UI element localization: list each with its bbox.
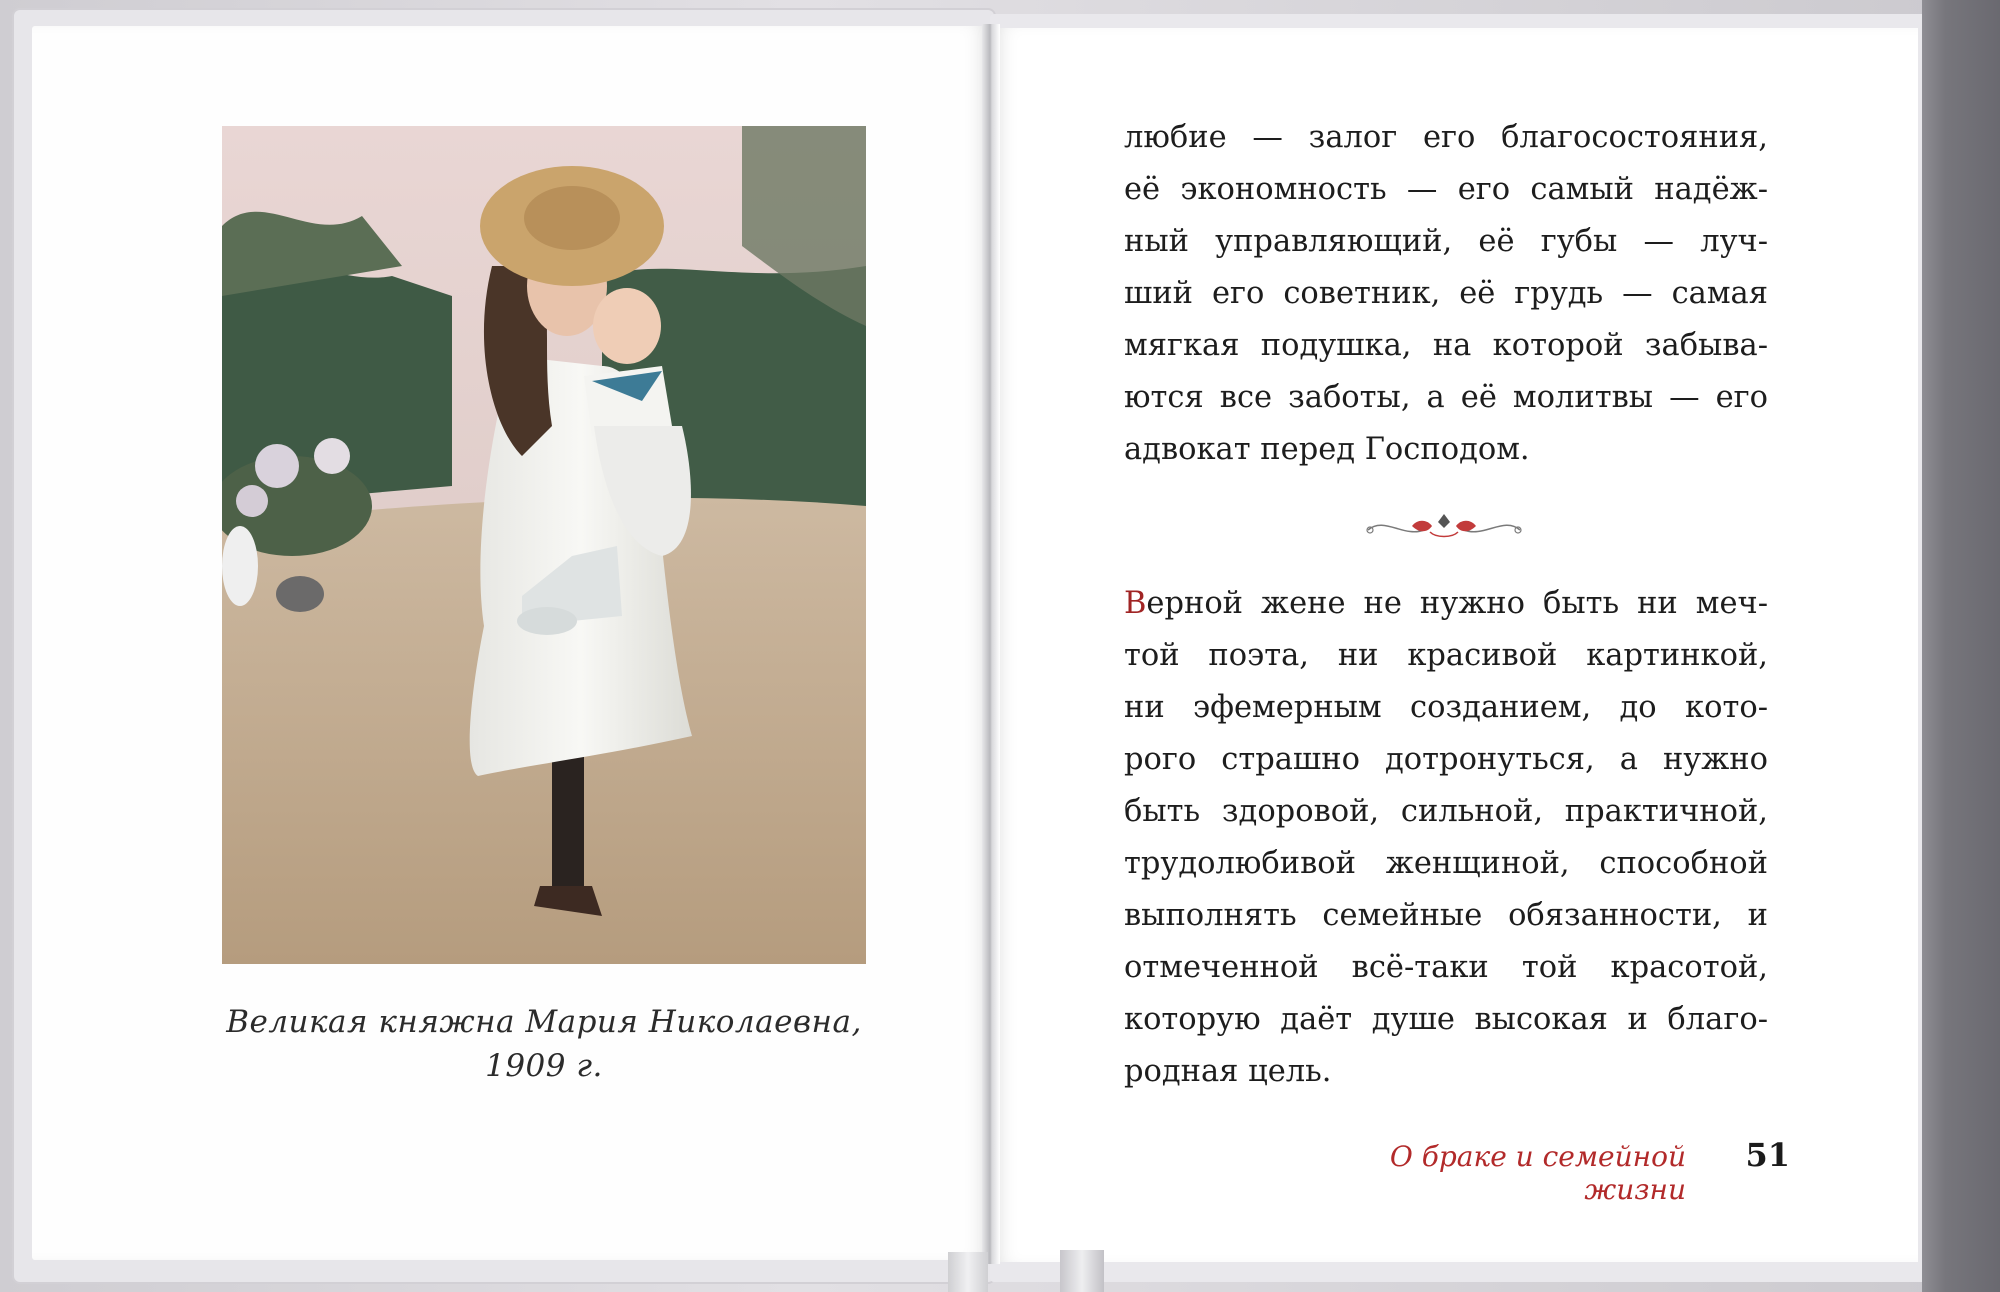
background-edge xyxy=(1922,0,2000,1292)
paragraph-2-line: выполнять семейные обязанности, и xyxy=(1124,898,1768,933)
paragraph-2-line: быть здоровой, сильной, практичной, xyxy=(1124,794,1768,829)
paragraph-2-line: ни эфемерным созданием, до кото- xyxy=(1124,690,1768,725)
paragraph-2-line: которую даёт душе высокая и благо- xyxy=(1124,1002,1768,1037)
paragraph-2-line: той поэта, ни красивой картинкой, xyxy=(1124,638,1768,673)
photo-illustration xyxy=(222,126,866,964)
paragraph-1-line: ший его советник, её грудь — самая xyxy=(1124,276,1768,311)
bookmark-ribbon-left xyxy=(948,1252,988,1292)
paragraph-2-line: отмеченной всё-таки той красотой, xyxy=(1124,950,1768,985)
photo-caption xyxy=(222,1000,866,1088)
running-title: О браке и семейной жизни xyxy=(1389,1140,1686,1206)
book-gutter xyxy=(982,24,1000,1264)
paragraph-2 xyxy=(1124,578,1768,1098)
caption-line-1: Великая княжна Мария Николаевна, xyxy=(226,1004,862,1040)
page-number: 51 xyxy=(1745,1136,1790,1174)
drop-cap-letter: В xyxy=(1124,586,1147,621)
bookmark-ribbon xyxy=(1060,1250,1104,1292)
birds-divider-icon xyxy=(1364,508,1524,548)
paragraph-2-line: трудолюбивой женщиной, способной xyxy=(1124,846,1768,881)
paragraph-2-line: рого страшно дотронуться, а нужно xyxy=(1124,742,1768,777)
paragraph-1-line: адвокат перед Господом. xyxy=(1124,432,1530,467)
paragraph-1-line: ются все заботы, а её молитвы — его xyxy=(1124,380,1768,415)
paragraph-2-line: родная цель. xyxy=(1124,1054,1332,1089)
paragraph-2-first-line xyxy=(1124,578,1768,630)
paragraph-1-line: её экономность — его самый надёж- xyxy=(1124,172,1768,207)
caption-line-2: 1909 г. xyxy=(485,1048,603,1084)
paragraph-1-line: ный управляющий, её губы — луч- xyxy=(1124,224,1768,259)
paragraph-1 xyxy=(1124,112,1768,476)
paragraph-1-line: любие — залог его благосостояния, xyxy=(1124,120,1768,155)
paragraph-2-first-line-text: ерной жене не нужно быть ни меч- xyxy=(1146,586,1768,621)
historical-photograph xyxy=(222,126,866,964)
paragraph-1-line: мягкая подушка, на которой забыва- xyxy=(1124,328,1768,363)
